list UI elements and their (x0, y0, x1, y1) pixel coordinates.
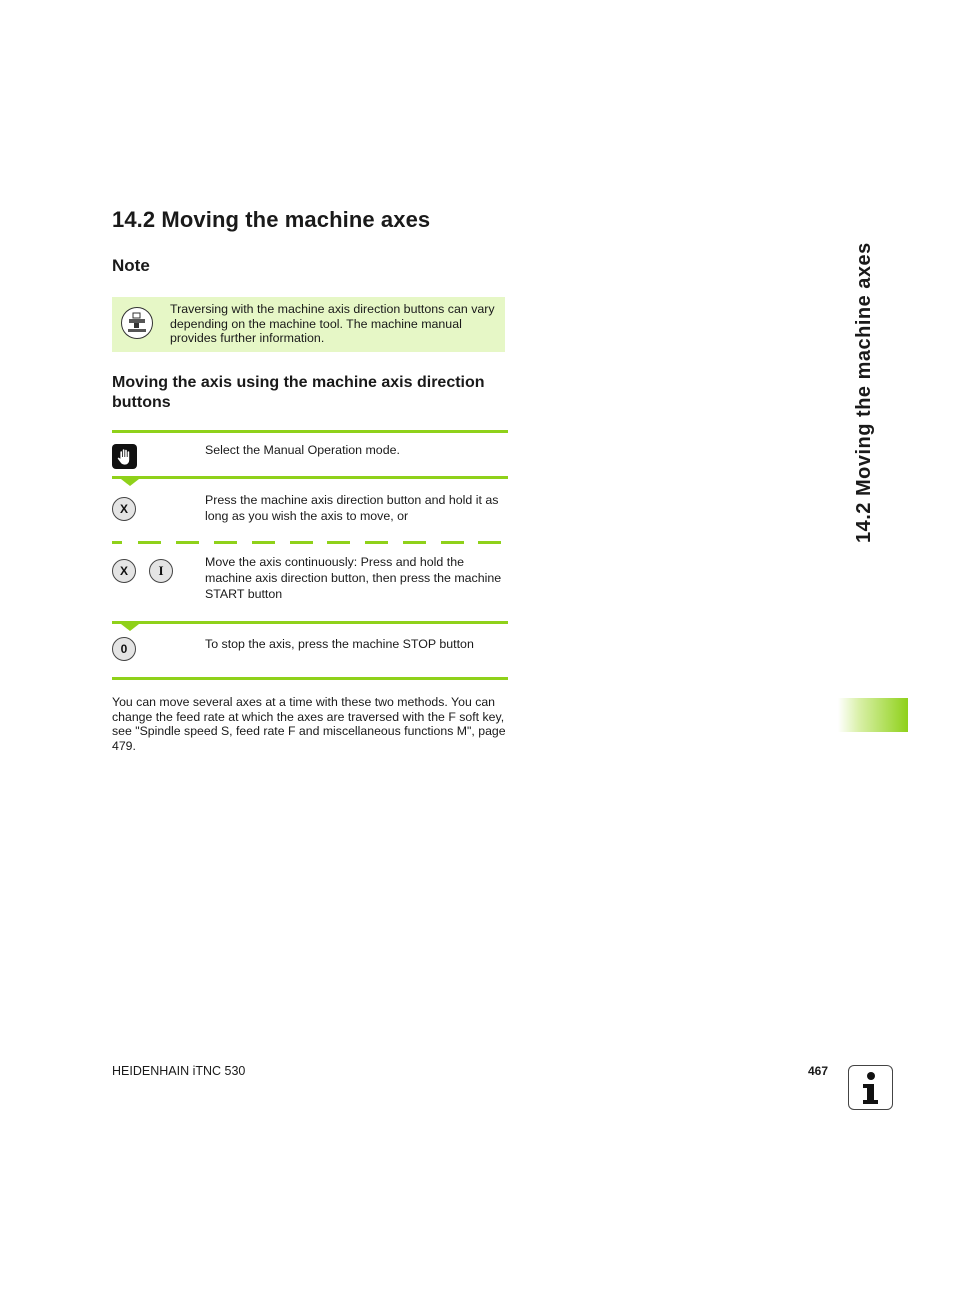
dashed-separator (290, 541, 313, 544)
x-axis-key: X (112, 559, 136, 583)
step-separator (112, 621, 508, 624)
machine-manual-icon (121, 307, 153, 339)
step-separator (112, 476, 508, 479)
footer-product: HEIDENHAIN iTNC 530 (112, 1064, 246, 1078)
note-heading: Note (112, 256, 150, 275)
step-separator (112, 430, 508, 433)
section-heading: 14.2 Moving the machine axes (112, 207, 431, 232)
dashed-separator (327, 541, 350, 544)
step-2-text: Press the machine axis direction button and hold it as long as you wish the axis to move, or (205, 493, 499, 523)
step-3-text: Move the axis continuously: Press and hold the machine axis direction button, then press the machine START button (205, 555, 502, 601)
hand-icon (116, 447, 134, 467)
step-arrow (121, 624, 139, 631)
dashed-separator (112, 541, 122, 544)
step-4-text: To stop the axis, press the machine STOP button (205, 637, 474, 651)
dashed-separator (365, 541, 388, 544)
start-key: I (149, 559, 173, 583)
step-arrow (121, 479, 139, 486)
step-1-text: Select the Manual Operation mode. (205, 443, 400, 457)
manual-operation-key (112, 444, 137, 469)
page-number: 467 (808, 1064, 829, 1078)
x-axis-key: X (112, 497, 136, 521)
step-separator (112, 677, 508, 680)
info-icon (848, 1065, 893, 1110)
dashed-separator (441, 541, 464, 544)
note-text: Traversing with the machine axis direction buttons can vary depending on the machine tool. The machine manual provides further information. (170, 302, 495, 346)
side-chapter-title: 14.2 Moving the machine axes (853, 242, 875, 543)
dashed-separator (403, 541, 426, 544)
dashed-separator (252, 541, 275, 544)
chapter-tab (838, 698, 908, 732)
dashed-separator (138, 541, 161, 544)
body-paragraph: You can move several axes at a time with these two methods. You can change the feed rate at which the axes are traversed with the F soft key, see "Spindle speed S, feed rate F and miscellaneous functions M", page 479. (112, 695, 506, 753)
note-box (112, 297, 505, 352)
stop-key: 0 (112, 637, 136, 661)
dashed-separator (176, 541, 199, 544)
dashed-separator (214, 541, 237, 544)
dashed-separator (478, 541, 501, 544)
subheading: Moving the axis using the machine axis direction buttons (112, 374, 485, 411)
